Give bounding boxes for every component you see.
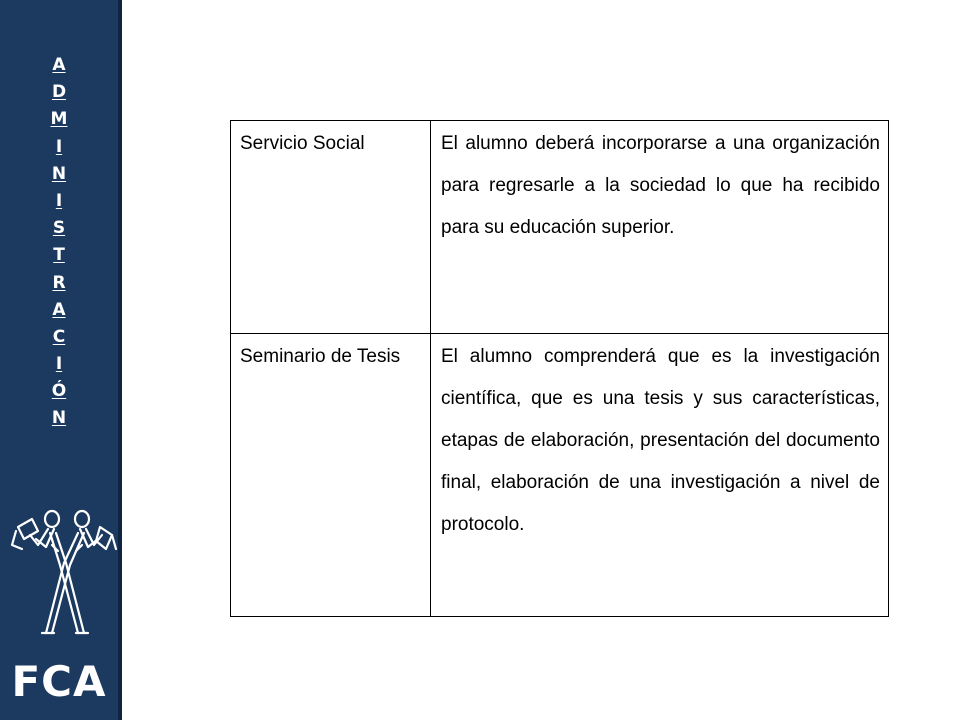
vertical-letter: T	[53, 245, 65, 266]
vertical-letter: M	[50, 109, 68, 130]
vertical-letter: C	[52, 326, 66, 347]
vertical-letter: I	[55, 136, 63, 157]
vertical-letter: R	[52, 272, 66, 293]
vertical-letter: I	[55, 354, 63, 375]
vertical-letter: I	[55, 190, 63, 211]
description-cell: El alumno comprenderá que es la investigación científica, que es una tesis y sus características, etapas de elaboración, presentación del documento final, elaboración de una investigación a nivel de protocolo.	[431, 334, 889, 617]
vertical-letter: N	[51, 163, 67, 184]
subject-cell: Servicio Social	[231, 121, 431, 334]
vertical-letter: Ó	[51, 381, 67, 402]
vertical-letter: D	[51, 82, 67, 103]
vertical-title	[0, 52, 118, 433]
description-cell: El alumno deberá incorporarse a una organización para regresarle a la sociedad lo que ha recibido para su educación superior.	[431, 121, 889, 334]
brand-logo-text: FCA	[11, 657, 107, 706]
vertical-letter: S	[52, 218, 66, 239]
content-table	[230, 120, 889, 617]
subject-cell: Seminario de Tesis	[231, 334, 431, 617]
figures-holding-flags-icon	[8, 505, 118, 640]
vertical-letter: A	[52, 299, 66, 320]
table-row	[231, 334, 889, 617]
sidebar	[0, 0, 122, 720]
vertical-letter: N	[51, 408, 67, 429]
vertical-letter: A	[52, 55, 66, 75]
table-row	[231, 121, 889, 334]
